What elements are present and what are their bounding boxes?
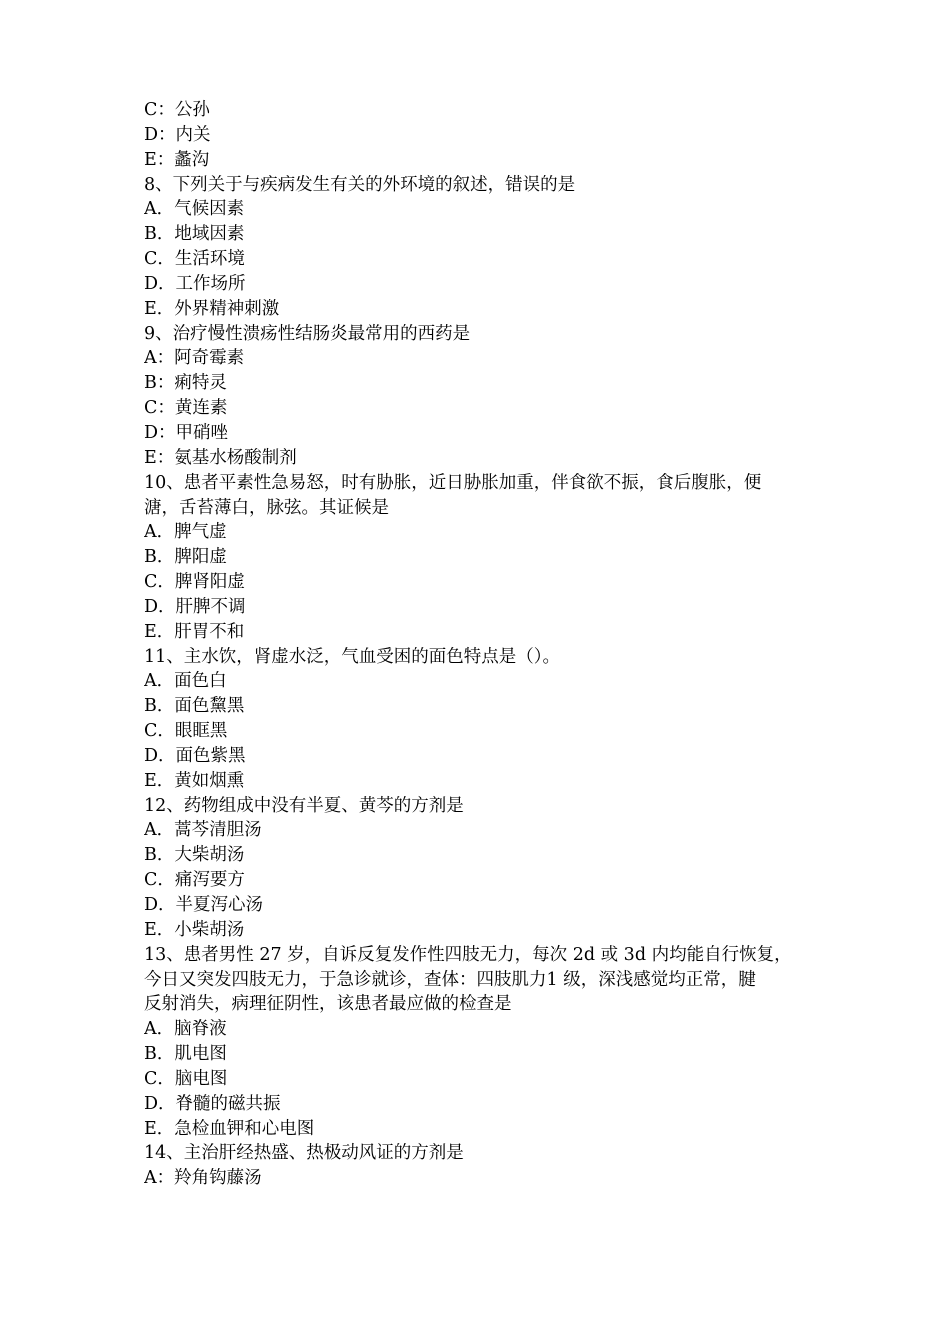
option-line: D：内关 (144, 124, 211, 145)
option-line: D．面色紫黑 (144, 745, 246, 766)
question-10: 10、患者平素性急易怒，时有胁胀，近日胁胀加重，伴食欲不振，食后腹胀，便 (144, 472, 762, 493)
question-13-continued: 今日又突发四肢无力，于急诊就诊，查体：四肢肌力1 级，深浅感觉均正常，腱 (144, 969, 756, 990)
option-line: C：公孙 (144, 100, 210, 120)
option-line: D．脊髓的磁共振 (144, 1093, 281, 1114)
question-13-continued: 反射消失，病理征阴性，该患者最应做的检查是 (144, 994, 512, 1015)
option-line: E：蠡沟 (144, 149, 210, 170)
option-line: B．地域因素 (144, 224, 245, 245)
option-line: D．工作场所 (144, 273, 246, 294)
option-line: C．脑电图 (144, 1068, 228, 1089)
option-line: B．面色黧黑 (144, 696, 245, 717)
question-9: 9、治疗慢性溃疡性结肠炎最常用的西药是 (144, 323, 471, 344)
option-line: C：黄连素 (144, 398, 228, 419)
option-line: A．脑脊液 (144, 1019, 227, 1040)
option-line: C．眼眶黑 (144, 721, 228, 742)
option-line: A．气候因素 (144, 199, 245, 220)
option-line: D：甲硝唑 (144, 422, 229, 443)
question-text-block (144, 98, 816, 1191)
option-line: D．肝脾不调 (144, 596, 246, 617)
option-line: B．肌电图 (144, 1044, 227, 1065)
option-line: A．脾气虚 (144, 522, 227, 543)
option-line: B．脾阳虚 (144, 547, 227, 568)
question-10-continued: 溏，舌苔薄白，脉弦。其证候是 (144, 497, 389, 518)
option-line: D．半夏泻心汤 (144, 895, 264, 915)
option-line: E．黄如烟熏 (144, 770, 245, 791)
question-13: 13、患者男性 27 岁，自诉反复发作性四肢无力，每次 2d 或 3d 内均能自行恢复， (144, 944, 792, 965)
option-line: E．肝胃不和 (144, 621, 245, 642)
option-line: E．小柴胡汤 (144, 919, 245, 940)
question-14: 14、主治肝经热盛、热极动风证的方剂是 (144, 1143, 464, 1164)
option-line: A．蒿芩清胆汤 (144, 820, 262, 841)
option-line: B：痢特灵 (144, 373, 227, 394)
question-12: 12、药物组成中没有半夏、黄芩的方剂是 (144, 795, 464, 816)
option-line: A．面色白 (144, 671, 227, 692)
question-8: 8、下列关于与疾病发生有关的外环境的叙述，错误的是 (144, 174, 576, 195)
option-line: A：阿奇霉素 (144, 348, 245, 369)
option-line: C．生活环境 (144, 249, 245, 270)
option-line: E：氨基水杨酸制剂 (144, 447, 297, 468)
option-line: C．痛泻要方 (144, 870, 245, 891)
question-11: 11、主水饮，肾虚水泛，气血受困的面色特点是（）。 (144, 646, 561, 667)
option-line: B．大柴胡汤 (144, 845, 245, 866)
option-line: E．急检血钾和心电图 (144, 1118, 315, 1139)
option-line: C．脾肾阳虚 (144, 572, 245, 593)
option-line: E．外界精神刺激 (144, 298, 280, 319)
option-line: A：羚角钩藤汤 (144, 1168, 262, 1189)
